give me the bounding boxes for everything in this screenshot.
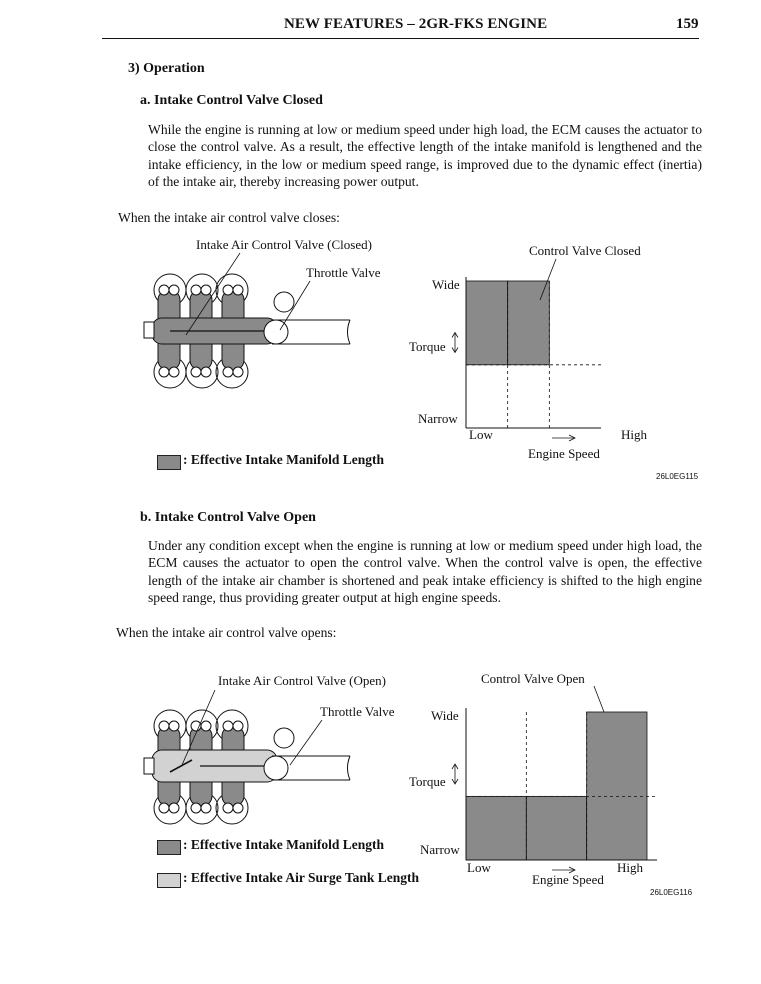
subsection-a-paragraph: While the engine is running at low or medium speed under high load, the ECM causes the actuator to close the control valve. As a result, the effective length of the intake manifold is lengthened and the intake efficiency, in the low or medium speed range, is improved due to the dynamic effect (inertia) of the intake air, thereby increasing power output. xyxy=(148,122,702,190)
legend-manifold-b: : Effective Intake Manifold Length xyxy=(183,837,384,852)
running-header-title: NEW FEATURES – 2GR-FKS ENGINE xyxy=(284,16,548,32)
chart-a-ylabel: Torque xyxy=(409,339,446,354)
label-valve-closed: Intake Air Control Valve (Closed) xyxy=(196,237,372,252)
chart-b-ylabel: Torque xyxy=(409,774,446,789)
chart-b-xlabel: Engine Speed xyxy=(532,872,604,887)
figure-code-b: 26L0EG116 xyxy=(650,888,693,897)
chart-a-xtick-low: Low xyxy=(469,427,493,442)
chart-b-ytick-narrow: Narrow xyxy=(420,842,460,857)
chart-a-xtick-high: High xyxy=(621,427,647,442)
subsection-b-lead-in: When the intake air control valve opens: xyxy=(116,625,337,640)
chart-a-ytick-narrow: Narrow xyxy=(418,411,458,426)
legend-manifold-a: : Effective Intake Manifold Length xyxy=(183,452,384,467)
chart-b-xtick-high: High xyxy=(617,860,643,875)
chart-b-region-medium xyxy=(526,796,586,860)
label-throttle-valve-a: Throttle Valve xyxy=(306,265,381,280)
figure-code-a: 26L0EG115 xyxy=(656,472,699,481)
chart-a-xlabel: Engine Speed xyxy=(528,446,600,461)
chart-b-title: Control Valve Open xyxy=(481,671,585,686)
chart-b-ytick-wide: Wide xyxy=(431,708,459,723)
chart-a-title: Control Valve Closed xyxy=(529,243,641,258)
chart-b-region-low xyxy=(466,796,526,860)
subsection-a-heading: a. Intake Control Valve Closed xyxy=(140,93,323,108)
legend-surge-tank: : Effective Intake Air Surge Tank Length xyxy=(183,870,420,885)
subsection-b-paragraph: Under any condition except when the engine is running at low or medium speed under high load, the ECM causes the actuator to open the control valve. When the control valve is open, the effective length of the intake air chamber is shortened and peak intake efficiency is shifted to the high engine speed range, thus providing greater output at high engine speeds. xyxy=(148,538,702,606)
label-valve-open: Intake Air Control Valve (Open) xyxy=(218,673,386,688)
chart-a-ytick-wide: Wide xyxy=(432,277,460,292)
chart-b-xtick-low: Low xyxy=(467,860,491,875)
chart-b-region-high xyxy=(587,712,647,860)
subsection-a-lead-in: When the intake air control valve closes: xyxy=(118,210,340,225)
page-number: 159 xyxy=(676,16,699,32)
label-throttle-valve-b: Throttle Valve xyxy=(320,704,395,719)
section-heading: 3) Operation xyxy=(128,61,205,76)
subsection-b-heading: b. Intake Control Valve Open xyxy=(140,510,316,525)
